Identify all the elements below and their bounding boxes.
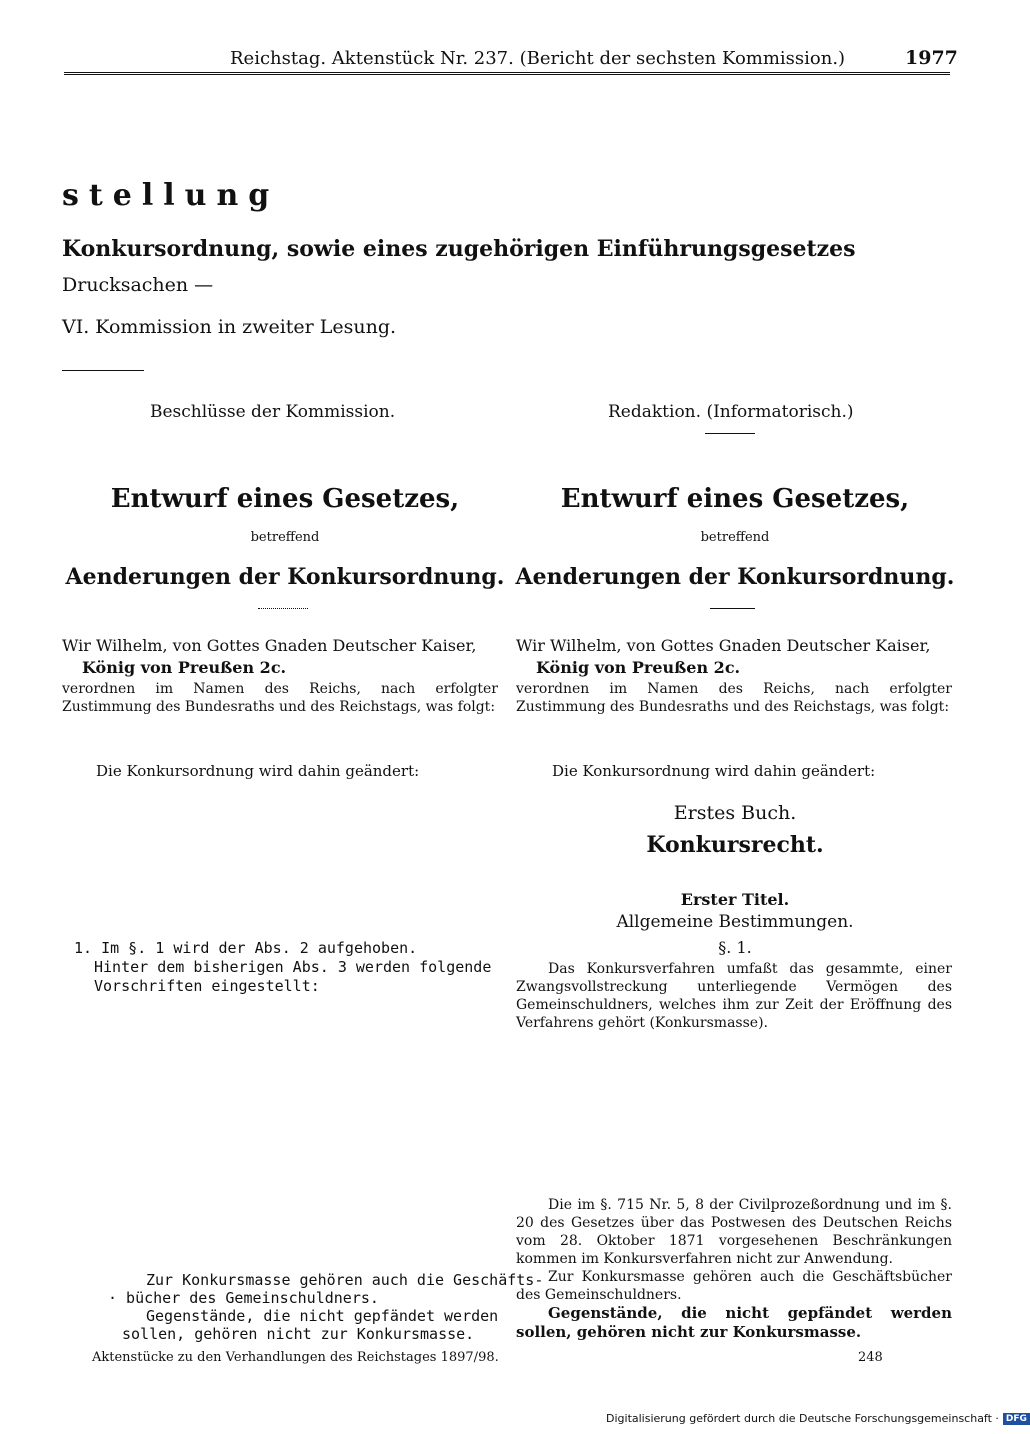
right-intro: Die Konkursordnung wird dahin geändert: — [552, 762, 876, 780]
right-para-4: Gegenstände, die nicht gepfändet werden sollen, gehören nicht zur Konkursmasse. — [516, 1304, 952, 1341]
left-item1-line1: 1. Im §. 1 wird der Abs. 2 aufgehoben. — [74, 939, 418, 957]
left-title: Entwurf eines Gesetzes, — [110, 484, 460, 514]
right-section-text: Das Konkursverfahren umfaßt das gesammte, einer Zwangsvollstreckung unterliegende Vermögen des Gemeinschuldners, welches ihm zur Zeit der Eröffnung des Verfahrens gehört (Konkursmasse). — [516, 961, 952, 1031]
left-item1-line2: Hinter dem bisherigen Abs. 3 werden folgende — [94, 958, 492, 976]
left-preamble-1: Wir Wilhelm, von Gottes Gnaden Deutscher Kaiser, — [62, 636, 477, 655]
right-para-3: Zur Konkursmasse gehören auch die Geschäftsbücher des Gemeinschuldners. — [516, 1269, 952, 1303]
dfg-logo: DFG — [1003, 1413, 1030, 1425]
left-bottom-2: · bücher des Gemeinschuldners. — [108, 1289, 379, 1307]
right-subtitle: Aenderungen der Konkursordnung. — [515, 564, 955, 590]
footer-source-note: Aktenstücke zu den Verhandlungen des Reichstages 1897/98. — [92, 1350, 499, 1365]
right-section-number: §. 1. — [718, 938, 752, 957]
footer-digitization — [606, 1412, 1030, 1425]
left-bottom-1: Zur Konkursmasse gehören auch die Geschäfts- — [146, 1271, 544, 1289]
left-bottom-3: Gegenstände, die nicht gepfändet werden — [146, 1307, 499, 1325]
right-preamble-3: verordnen im Namen des Reichs, nach erfolgter Zustimmung des Bundesraths und des Reichstags, was folgt: — [516, 681, 952, 715]
left-intro: Die Konkursordnung wird dahin geändert: — [96, 762, 420, 780]
right-heading-rule — [705, 433, 755, 434]
right-betreffend: betreffend — [700, 530, 770, 545]
left-subtitle-rule — [258, 608, 308, 609]
left-column-heading: Beschlüsse der Kommission. — [150, 402, 396, 422]
right-preamble-1: Wir Wilhelm, von Gottes Gnaden Deutscher Kaiser, — [516, 636, 931, 655]
right-column-heading: Redaktion. (Informatorisch.) — [608, 402, 854, 422]
left-bottom-4: sollen, gehören nicht zur Konkursmasse. — [122, 1325, 475, 1343]
right-title: Entwurf eines Gesetzes, — [560, 484, 910, 514]
heading-commission: VI. Kommission in zweiter Lesung. — [62, 316, 397, 338]
title-rule — [62, 370, 144, 371]
page-number: 1977 — [905, 47, 958, 69]
right-titel: Erster Titel. — [680, 890, 790, 909]
right-book: Erstes Buch. — [673, 802, 797, 824]
heading-drucksachen: Drucksachen — — [62, 274, 214, 296]
right-subtitle-rule — [710, 608, 755, 609]
footer-digitization-text: Digitalisierung gefördert durch die Deutsche Forschungsgemeinschaft · — [606, 1412, 999, 1425]
left-preamble-2: König von Preußen 2c. — [82, 658, 287, 677]
heading-law-title: Konkursordnung, sowie eines zugehörigen Einführungsgesetzes — [62, 236, 856, 262]
right-preamble-2: König von Preußen 2c. — [536, 658, 741, 677]
right-book-title: Konkursrecht. — [646, 832, 824, 858]
left-subtitle: Aenderungen der Konkursordnung. — [65, 564, 505, 590]
left-item1-line3: Vorschriften eingestellt: — [94, 977, 320, 995]
running-head: Reichstag. Aktenstück Nr. 237. (Bericht der sechsten Kommission.) — [230, 48, 846, 69]
right-para-2: Die im §. 715 Nr. 5, 8 der Civilprozeßordnung und im §. 20 des Gesetzes über das Postwesen des Deutschen Reichs vom 28. Oktober 1871 vorgesehenen Beschränkungen kommen im Konkursverfahren nicht zur Anwendung. — [516, 1197, 952, 1267]
heading-fragment: stellung — [62, 178, 280, 213]
header-rule — [64, 72, 950, 75]
right-titel-name: Allgemeine Bestimmungen. — [616, 912, 854, 932]
left-preamble-3: verordnen im Namen des Reichs, nach erfolgter Zustimmung des Bundesraths und des Reichstags, was folgt: — [62, 681, 498, 715]
footer-sheet-number: 248 — [858, 1350, 883, 1365]
left-betreffend: betreffend — [250, 530, 320, 545]
